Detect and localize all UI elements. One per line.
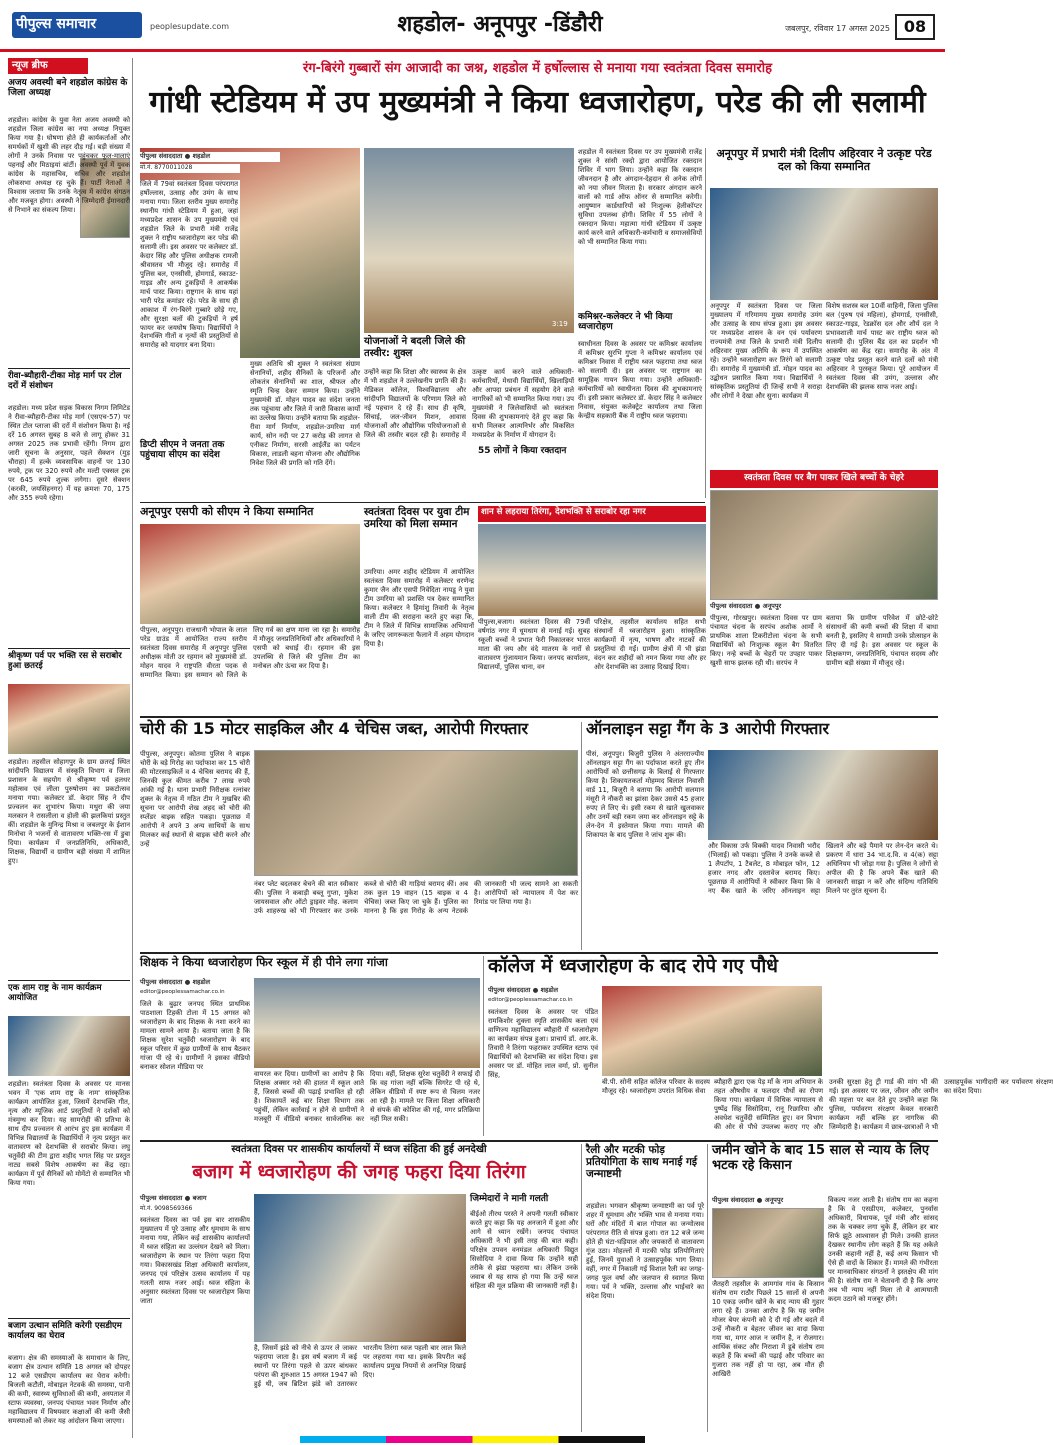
umaria-body: उमरिया। अमर शहीद स्टेडियम में आयोजित स्वतंत्रता दिवस समारोह में कलेक्टर धरणेन्द्र कुमार जैन और एसपी निवेदिता नायडू ने युवा टीम उमरिया को प्रशस्ति पत्र देकर सम्मानित किया। कलेक्टर ने हिमांशु तिवारी के नेतृत्व वाली टीम की सराहना करते हुए कहा कि, टीम ने जिले में विभिन्न सामाजिक अभियानों के जरिए जागरूकता फैलाने में अहम योगदान दिया है। [364, 568, 474, 648]
lead-phone: मो.नं. 8770011028 [140, 164, 240, 173]
lead-col3-body: उन्होंने कहा कि शिक्षा और स्वास्थ्य के क्षेत्र में भी शहडोल ने उल्लेखनीय प्रगति की है। मेडिकल कॉलेज, विश्वविद्यालय और सांदीपनि विद्यालयों के परिणाम जिले को नई पहचान दे रहे हैं। साथ ही कृषि, सिंचाई, जल-जीवन मिशन, आवास योजनाओं और औद्योगिक परियोजनाओं से जिले की तस्वीर बदल रही है। समारोह में उत्कृष्ट कार्य करने वाले अधिकारी-कर्मचारियों, मेधावी विद्यार्थियों, खिलाड़ियों और आपदा प्रबंधन में सहयोग देने वाले नागरिकों को भी सम्मानित किया गया। उप मुख्यमंत्री ने जिलेवासियों को स्वतंत्रता दिवस की शुभकामनाएं देते हुए कहा कि सभी मिलकर आत्मनिर्भर और विकसित मध्यप्रदेश के निर्माण में योगदान दें। [364, 368, 574, 439]
brief-item1-title: अजय अवस्थी बने शहडोल कांग्रेस के जिला अध्यक्ष [8, 78, 128, 99]
divider [140, 1140, 938, 1142]
brief-item1-body: शहडोल। कांग्रेस के युवा नेता अजय अवस्थी को शहडोल जिला कांग्रेस का नया अध्यक्ष नियुक्त किया गया है। घोषणा होते ही कार्यकर्ताओं और समर्थकों में खुशी की लहर दौड़ गई। बड़ी संख्या में लोगों ने उनके निवास पर पहुंचकर फूल-मालाएं पहनाईं और मिठाइयां बांटीं। अवस्थी पूर्व में युवक कांग्रेस के महासचिव, सचिव और शहडोल लोकसभा अध्यक्ष रह चुके हैं। पार्टी नेताओं ने विश्वास जताया कि उनके नेतृत्व में कांग्रेस संगठन और मजबूत होगा। अवस्थी ने जिम्मेदारी ईमानदारी से निभाने का संकल्प लिया। [8, 116, 130, 214]
page-number: 08 [895, 14, 935, 40]
satta-body2: और विकास उर्फ विक्की यादव निवासी भरौद (भिलाई) को पकड़ा। पुलिस ने उनके कब्जे से 1 लैपटॉप, 1 टैबलेट, 8 मोबाइल फोन, 12 हजार नगद और दस्तावेज बरामद किए। पूछताछ में आरोपियों ने स्वीकार किया कि वे नए बैंक खाते के जरिए ऑनलाइन सट्टा खिलाने और बड़े पैमाने पर लेन-देन करते थे। प्रकरण में धारा 34 भा.द.वि. व 4(क) सट्टा अधिनियम भी जोड़ा गया है। पुलिस ने लोगों से अपील की है कि अपने बैंक खाते की जानकारी साझा न करें और संदिग्ध गतिविधि मिलने पर तुरंत सूचना दें। [708, 842, 938, 895]
lead-sub2: 55 लोगों ने किया रक्तदान [478, 446, 567, 456]
sp-headline: अनूपपुर एसपी को सीएम ने किया सम्मानित [140, 505, 314, 518]
brief-item3-title: श्रीकृष्ण पर्व पर भक्ति रस से सराबोर हुआ छतरई [8, 651, 122, 671]
divider [483, 956, 484, 1136]
bajag-phone: मो.नं. 9098569366 [140, 1205, 193, 1212]
nagar-body2: परिक्षेत्र, तहसील कार्यालय सहित सभी संस्थानों में ध्वजारोहण हुआ। सांस्कृतिक कार्यक्रमों में नृत्य, भाषण और नाटकों की प्रस्तुतियां दी गईं। ग्रामीण क्षेत्रों में भी झंडा वंदन कर शहीदों को नमन किया गया और हर ओर देशभक्ति का उत्साह दिखाई दिया। [594, 618, 706, 671]
divider [707, 1144, 708, 1432]
brief-item3-body: शहडोल। तहसील सोहागपुर के ग्राम छतरई स्थित सांदीपनि विद्यालय में संस्कृति विभाग व जिला प्रशासन के सहयोग से श्रीकृष्ण पर्व हलधर महोत्सव एवं लीला पुरुषोत्तम का प्रकटोत्सव मनाया गया। कलेक्टर डॉ. केदार सिंह ने दीप प्रज्वलन कर शुभारंभ किया। मथुरा की जया मलकान ने रासलीला व होली की झलकियां प्रस्तुत कीं। शहडोल के मुनिन्द्र मिश्रा व जबलपुर के ईशान मिनोचा ने भजनों से वातावरण भक्ति-रस में डुबा दिया। कार्यक्रम में जनप्रतिनिधि, अधिकारी, शिक्षक, विद्यार्थी व ग्रामीण बड़ी संख्या में शामिल हुए। [8, 758, 130, 865]
page-date: जबलपुर, रविवार 17 अगस्त 2025 [785, 24, 890, 33]
divider [140, 502, 705, 503]
divider [581, 722, 582, 950]
brief-item5-body: बजाग। क्षेत्र की समस्याओं के समाधान के लिए, बजाग क्षेत्र उत्थान समिति 18 अगस्त को दोपहर 12 बजे एसडीएम कार्यालय का घेराव करेगी। बिजली कटौती, मोबाइल नेटवर्क की समस्या, पानी की कमी, स्वास्थ्य सुविधाओं की कमी, अस्पताल में स्टाफ व्यवस्था, जनपद पंचायत भवन निर्माण और महाविद्यालय में विषयवार कक्षाओं की कमी जैसी समस्याओं को लेकर यह आंदोलन किया जाएगा। [8, 1354, 130, 1425]
umaria-headline: स्वतंत्रता दिवस पर युवा टीम उमरिया को मिला सम्मान [364, 506, 470, 531]
divider [581, 1144, 582, 1432]
divider [8, 648, 130, 649]
lead-body: जिले में 79वां स्वतंत्रता दिवस परंपरागत हर्षोल्लास, उत्साह और उमंग के साथ मनाया गया। जिला स्तरीय मुख्य समारोह स्थानीय गांधी स्टेडियम में हुआ, जहां मध्यप्रदेश शासन के उप मुख्यमंत्री एवं शहडोल जिले के प्रभारी मंत्री राजेंद्र शुक्ल ने राष्ट्रीय ध्वजारोहण कर परेड की सलामी ली। इस अवसर पर कलेक्टर डॉ. केदार सिंह और पुलिस अधीक्षक रामजी श्रीवास्तव भी मौजूद रहे। समारोह में पुलिस बल, एनसीसी, होमगार्ड, स्काउट-गाइड और अन्य टुकड़ियों ने आकर्षक मार्च पास्ट किया। राष्ट्रगान के साथ यहां भारी परेड कमांडर रहे। परेड के साथ ही आकाश में रंग-बिरंगे गुब्बारे छोड़े गए, और सुरक्षा बलों की टुकड़ियों ने हर्ष फायर कर जयघोष किया। विद्यार्थियों ने देशभक्ति गीतों व नृत्यों की प्रस्तुतियों से समारोह को यादगार बना दिया। [140, 180, 240, 438]
lead-kicker: रंग-बिरंगे गुब्बारों संग आजादी का जश्न, शहडोल में हर्षोल्लास से मनाया गया स्वतंत्रता दिवस समारोह [303, 61, 772, 76]
teacher-body2: वायरल कर दिया। ग्रामीणों का आरोप है कि शिक्षक अक्सर नशे की हालत में स्कूल आते हैं, जिससे बच्चों की पढ़ाई प्रभावित हो रही है। शिकायतें कई बार शिक्षा विभाग तक पहुंचीं, लेकिन कार्रवाई न होने से ग्रामीणों ने मजबूरी में वीडियो बनाकर सार्वजनिक कर दिया। वहीं, शिक्षक सुरेश चतुर्वेदी ने सफाई दी कि वह गांजा नहीं बल्कि सिगरेट पी रहे थे, लेकिन वीडियो में स्पष्ट रूप से चिलम नजर आ रही है। मामले पर जिला शिक्षा अधिकारी से संपर्क की कोशिश की गई, मगर प्रतिक्रिया नहीं मिल सकी। [254, 1070, 480, 1123]
nagar-headline: शान से लहराया तिरंगा, देशभक्ति से सराबोर रहा नगर [478, 506, 706, 522]
college-caption: बी.पी. सोनी सहित कॉलेज परिवार के सदस्य मौजूद रहे। ध्वजारोहण उपरांत विधिक सेवा [602, 1078, 710, 1095]
bajag-kicker: स्वतंत्रता दिवस पर शासकीय कार्यालयों में ध्वज संहिता की हुई अनदेखी [231, 1144, 487, 1155]
bag-byline: पीपुल्स संवाददाता ● अनूपपुर [710, 602, 782, 610]
rally-body: शहडोल। भगवान श्रीकृष्ण जन्माष्टमी का पर्व पूरे शहर में धूमधाम और भक्ति भाव से मनाया गया। घरों और मंदिरों में बाल गोपाल का जन्मोत्सव परंपरागत रीति से संपन्न हुआ। रात 12 बजे जन्म होते ही घंटा-घड़ियाल और जयकारों से वातावरण गूंज उठा। मोहल्लों में मटकी फोड़ प्रतियोगिताएं हुईं, जिनमें युवाओं ने उत्साहपूर्वक भाग लिया। वहीं, नगर में निकाली गई विशाल रैली का जगह-जगह फूल वर्षा और जलपान से स्वागत किया गया। पर्व ने भक्ति, उल्लास और भाईचारे का संदेश दिया। [586, 1202, 704, 1300]
brief-item3-photo [8, 684, 130, 754]
land-body2: विकल्प नजर आती है। संतोष राम का कहना है कि वे एसडीएम, कलेक्टर, पुनर्वास अधिकारी, विधायक, पूर्व मंत्री और सांसद तक के चक्कर लगा चुके हैं, लेकिन हर बार सिर्फ झूठे आश्वासन ही मिले। उनकी हालत देखकर स्थानीय लोग कहते हैं कि यह अकेले उनकी कहानी नहीं है, कई अन्य किसान भी ऐसे ही वादों के शिकार हैं। मामले की गंभीरता पर मानवाधिकार संगठनों ने इस्तक्षेप की मांग की है। संतोष राम ने चेतावनी दी है कि अगर अब भी न्याय नहीं मिला तो वे आत्मघाती कदम उठाने को मजबूर होंगे। [828, 1196, 938, 1303]
color-registration-bar [300, 1436, 645, 1443]
lead-sub3-body: स्वाधीनता दिवस के अवसर पर कमिश्नर कार्यालय में कमिश्नर सुरभि गुप्ता ने कमिश्नर कार्यालय एवं कमिश्नर निवास में राष्ट्रीय ध्वज फहराया तथा ध्वज को सलामी दी। इस अवसर पर राष्ट्रगान का सामूहिक गायन किया गया। उन्होंने अधिकारी-कर्मचारियों को स्वाधीनता दिवस की शुभकामनाएं दीं। इसी प्रकार कलेक्टर डॉ. केदार सिंह ने कलेक्टर निवास, संयुक्त कलेक्ट्रेट कार्यालय तथा जिला केन्द्रीय सहकारी बैंक में राष्ट्रीय ध्वज फहराया। [578, 340, 702, 420]
lead-photo-parade [364, 148, 574, 333]
nagar-body1: पीपुल्स,बजाग। स्वतंत्रता दिवस की 79वीं वर्षगांठ नगर में धूमधाम से मनाई गई। सुबह स्कूली बच्चों ने प्रभात फेरी निकालकर भारत माता की जय और वंदे मातरम के नारों से वातावरण गुंजायमान किया। जनपद कार्यालय, विद्यालयों, पुलिस थाना, वन [478, 618, 590, 671]
teacher-byline: पीपुल्स संवाददाता ● शहडोल [140, 978, 211, 986]
news-brief-label: न्यूज ब्रीफ [8, 58, 88, 74]
bajag-sub-body: बीईओ तीरथ परस्ते ने अपनी गलती स्वीकार करते हुए कहा कि यह अनजाने में हुआ और आगे से ध्यान रखेंगे। जनपद पंचायत अधिकारी ने भी इसी तरह की बात कही। परिक्षेत्र उपवन वनमंडल अधिकारी विद्युत सिसोदिया ने दावा किया कि उन्होंने सही तरीके से झंडा फहराया था। लेकिन उनके जवाब से यह साफ हो गया कि उन्हें ध्वज संहिता की मूल प्रक्रिया की जानकारी नहीं है। [470, 1210, 578, 1290]
brief-item4-body: शहडोल। स्वतंत्रता दिवस के अवसर पर मानस भवन में 'एक शाम राष्ट्र के नाम' सांस्कृतिक कार्यक्रम आयोजित हुआ, जिसमें देशभक्ति गीत, नृत्य और म्यूजिक आर्ट प्रस्तुतियों ने दर्शकों को मंत्रमुग्ध कर दिया। यह सामरोही की प्रतिभा के साथ दीप प्रज्वलन से आरंभ हुए इस कार्यक्रम में विभिन्न विद्यालयों के विद्यार्थियों ने नृत्य प्रस्तुत कर वातावरण को देशभक्ति से सराबोर किया। लघु चतुर्वेदी की टीम द्वारा शहीद भगत सिंह पर प्रस्तुत नाट्य सबसे विशेष आकर्षण का केंद्र रहा। कार्यक्रम में पूर्व सैनिकों को मोमेंटो से सम्मानित भी किया गया। [8, 1080, 130, 1187]
bajag-headline: बजाग में ध्वजारोहण की जगह फहरा दिया तिरंगा [192, 1161, 526, 1183]
divider [8, 1318, 130, 1319]
lead-photo-caption: योजनाओं ने बदली जिले की तस्वीर: शुक्ल [364, 336, 466, 359]
anuppur-headline: अनूपपुर में प्रभारी मंत्री दिलीप अहिरवार ने उत्कृष्ट परेड दल को किया सम्मानित [716, 147, 932, 173]
brief-item4-photo [8, 1016, 130, 1076]
brief-item2-body: शहडोल। मध्य प्रदेश सड़क विकास निगम लिमिटेड ने रीवा-ब्यौहारी-टीका मोड़ मार्ग (एसएच-57) पर स्थित टोल प्लाजा की दरों में संशोधन किया है। नई दरें 16 अगस्त सुबह 8 बजे से लागू होकर 31 अगस्त 2025 तक प्रभावी रहेंगी। निगम द्वारा जारी सूचना के अनुसार, पहले सेक्शन (मुड़ चौराहा) में हल्के व्यवसायिक वाहनों पर 130 रुपये, ट्रक पर 320 रुपये और मल्टी एक्सल ट्रक पर 645 रुपये शुल्क लगेगा। दूसरे सेक्शन (करकी, जयसिंहनगर) में यह क्रमशः 70, 175 और 355 रुपये रहेगा। [8, 404, 130, 502]
site-url: peoplesupdate.com [150, 22, 230, 31]
lead-sub1-body: मुख्य अतिथि श्री शुक्ल ने स्वतंत्रता संग्राम सेनानियों, शहीद सैनिकों के परिजनों और लोकतंत्र सेनानियों का शाल, श्रीफल और स्मृति चिन्ह देकर सम्मान किया। उन्होंने मुख्यमंत्री डॉ. मोहन यादव का संदेश जनता तक पहुंचाया और जिले में जारी विकास कार्यों का उल्लेख किया। उन्होंने बताया कि शहडोल-रीवा मार्ग निर्माण, शहडोल-उमरिया मार्ग कार्य, सोन नदी पर 27 करोड़ की लागत से एनीकट निर्माण, सरसी आईलैंड का पर्यटन विकास, लाडली बहना योजना और औद्योगिक निवेश जिले की प्रगति को गति देंगे। [250, 360, 360, 467]
news-brief-column [8, 58, 133, 1438]
rally-headline: रैली और मटकी फोड़ प्रतियोगिता के साथ मनाई गई जन्माष्टमी [586, 1144, 698, 1181]
theft-body1: पीपुल्स, अनूपपुर। कोतमा पुलिस ने बाइक चोरी के बड़े गिरोह का पर्दाफाश कर 15 चोरी की मोटरसाइकिलें व 4 चेचिस बरामद की हैं, जिनकी कुल कीमत करीब 7 लाख रुपये आंकी गई है। थाना प्रभारी निरीक्षक रत्नांबर शुक्ल के नेतृत्व में गठित टीम ने मुखबिर की सूचना पर आरोपी शेख अहद को चोरी की स्प्लेंडर बाइक सहित पकड़ा। पूछताछ में आरोपी ने अपने 3 अन्य साथियों के साथ मिलकर कई स्थानों से बाइक चोरी करने और उन्हें [140, 750, 250, 848]
satta-body1: पीसं, अनूपपुर। बिजुरी पुलिस ने अंतरराज्यीय ऑनलाइन सट्टा गैंग का पर्दाफाश करते हुए तीन आरोपियों को छत्तीसगढ़ के बिलाई से गिरफ्तार किया है। शिकायतकर्ता मोहम्मद बिलाल निवासी वार्ड 11, बिजुरी ने बताया कि आरोपी सलमान मंसूरी ने नौकरी का झांसा देकर उससे 45 हजार रुपए ले लिए थे। इसी रकम से खाते खुलवाकर और उनमें बड़ी रकम जमा कर ऑनलाइन सट्टे के लेन-देन में इस्तेमाल किया गया। मामले की शिकायत के बाद पुलिस ने जांच शुरू की। [586, 750, 704, 839]
divider [8, 980, 130, 981]
theft-body2: नंबर प्लेट बदलकर बेचने की बात स्वीकार की। पुलिस ने कबाड़ी बब्लू गुप्ता, मुकेश जायसवाल और ऑटो ड्राइवर मोह. कलाम उर्फ शाहरुख को भी गिरफ्तार कर उनके कब्जे से चोरी की गाड़ियां बरामद कीं। अब तक कुल 19 वाहन (15 बाइक व 4 चेचिस) जब्त किए जा चुके हैं। पुलिस का मानना है कि इस गिरोह के अन्य नेटवर्क की जानकारी भी जल्द सामने आ सकती है। आरोपियों को न्यायालय में पेश कर रिमांड पर लिया गया है। [254, 880, 578, 915]
anuppur-body1: अनूपपुर में स्वतंत्रता दिवस पर जिला मुख्यालय में गरिमामय मुख्य समारोह उमंग और उत्साह के साथ संपन्न हुआ। इस अवसर पर मध्यप्रदेश शासन के वन एवं पर्यावरण राज्यमंत्री तथा जिले के प्रभारी मंत्री दिलीप अहिरवार मुख्य अतिथि के रूप में उपस्थित रहे। उन्होंने ध्वजारोहण कर तिरंगे को सलामी दी। समारोह में मुख्यमंत्री डॉ. मोहन यादव का उद्बोधन प्रसारित किया गया। विद्यार्थियों ने सांस्कृतिक प्रस्तुतियां दीं जिन्हें सभी ने सराहा और लोगों ने देखा और सुना। कार्यक्रम में [710, 302, 822, 400]
brief-item5-title: बजाग उत्थान समिति करेगी एसडीएम कार्यालय का घेराव [8, 1321, 122, 1341]
lead-byline: पीपुल्स संवाददाता ● शहडोल [140, 152, 280, 162]
photo-timestamp: 3:19 [552, 320, 568, 328]
theft-photo [254, 750, 578, 876]
divider [140, 716, 938, 718]
sp-photo [140, 524, 360, 624]
college-byline: पीपुल्स संवाददाता ● शहडोल [488, 986, 559, 994]
masthead [0, 0, 945, 52]
college-headline: कॉलेज में ध्वजारोहण के बाद रोपे गए पौधे [488, 955, 778, 977]
theft-headline: चोरी की 15 मोटर साइकिल और 4 चेचिस जब्त, आरोपी गिरफ्तार [140, 719, 529, 738]
brief-item2-title: रीवा-ब्यौहारी-टीका मोड़ मार्ग पर टोल दरों में संशोधन [8, 371, 122, 391]
bag-photo [710, 490, 938, 600]
bajag-photo [254, 1194, 466, 1342]
lead-sub3: कमिश्नर-कलेक्टर ने भी किया ध्वजारोहण [578, 312, 673, 333]
anuppur-body2: विशेष सशस्त्र बल 10वीं वाहिनी, जिला पुलिस बल (पुरुष एवं महिला), होमगार्ड, एनसीसी, स्काउट-गाइड, रेडक्रॉस दल और शौर्य दल ने प्रभावशाली मार्च पास्ट कर राष्ट्रीय ध्वज को सलामी दी। पुलिस बैंड दल का प्रदर्शन भी आकर्षण का केंद्र रहा। समारोह के अंत में उत्कृष्ट परेड प्रस्तुत करने वाले दलों को मंत्री अहिरवार ने पुरस्कृत किया। पूरे आयोजन में स्वतंत्रता दिवस की उमंग, उल्लास और देशभक्ति की झलक साफ नजर आई। [826, 302, 938, 391]
bag-body1: पीपुल्स, गोरखपुर। स्वतंत्रता दिवस पर ग्राम पंचायत चंदना के सरपंच अशोक आर्मो ने प्राथमिक शाला टिकरीटोला चंदना के सभी विद्यार्थियों को निःशुल्क स्कूल बैग वितरित किए। नन्हे बच्चों के चेहरों पर उपहार पाकर खुशी साफ झलक रही थी। सरपंच ने [710, 614, 822, 667]
land-byline: पीपुल्स संवाददाता ● अनूपपुर [712, 1196, 784, 1204]
satta-headline: ऑनलाइन सट्टा गैंग के 3 आरोपी गिरफ्तार [586, 719, 830, 738]
land-body1: जैतहरी तहसील के आमगांव गांव के किसान संतोष राम राठौर पिछले 15 सालों से अपनी 10 एकड़ जमीन खोने के बाद न्याय की गुहार लगा रहे हैं। उनका आरोप है कि यह जमीन मोजर बेयर कंपनी को दे दी गई और बदले में उन्हें नौकरी व बेहतर जीवन का वादा किया गया था, मगर आज न जमीन है, न रोजगार। आर्थिक संकट और निराशा में डूबे संतोष राम कहते हैं कि बच्चों की पढ़ाई और परिवार का गुजारा तक नहीं हो पा रहा, अब मौत ही आखिरी [712, 1280, 824, 1378]
divider [705, 148, 706, 498]
teacher-photo [254, 978, 480, 1068]
college-email: editor@peoplessamachar.co.in [488, 997, 573, 1003]
teacher-body1: जिले के बुढ़ार जनपद स्थित प्राथमिक पाठशाला टिहकी टोला में 15 अगस्त को ध्वजारोहण के बाद शिक्षक के नशा करने का मामला सामने आया है। बताया जाता है कि शिक्षक सुरेश चतुर्वेदी ध्वजारोहण के बाद स्कूल परिसर में कुछ ग्रामीणों के साथ बैठकर गांजा पी रहे थे। ग्रामीणों ने इसका वीडियो बनाकर सोशल मीडिया पर [140, 1000, 250, 1071]
nagar-photo [478, 524, 706, 616]
section-title: शहडोल- अनूपपुर -डिंडौरी [397, 12, 603, 37]
bag-body2: बताया कि ग्रामीण परिवेश में छोटे-छोटे संसाधनों की कमी बच्चों की शिक्षा में बाधा बनती है, इसलिए ये सामग्री उनके प्रोत्साहन के लिए दी गई है। इस अवसर पर स्कूल के शिक्षकगण, जनप्रतिनिधि, पंचायत सदस्य और ग्रामीण बड़ी संख्या में मौजूद रहे। [826, 614, 938, 667]
bag-headline: स्वतंत्रता दिवस पर बैग पाकर खिले बच्चों के चेहरे [710, 470, 938, 488]
anuppur-photo [710, 188, 938, 300]
college-photo [602, 986, 822, 1076]
teacher-email: editor@peoplessamachar.co.in [140, 989, 225, 995]
bajag-body1: स्वतंत्रता दिवस का पर्व इस बार शासकीय मुख्यालय में पूरे उत्साह और धूमधाम के साथ मनाया गया, लेकिन कई शासकीय कार्यालयों में ध्वज संहिता का उल्लंघन देखने को मिला। ध्वजारोहण के स्थान पर तिरंगा फहरा दिया गया। विकासखंड शिक्षा अधिकारी कार्यालय, जनपद एवं परिक्षेत्र उत्सव कार्यालय में यह गलती साफ नजर आई। ध्वज संहिता के अनुसार स्वतंत्रता दिवस पर ध्वजारोहण किया जाता [140, 1216, 250, 1305]
brand-name: पीपुल्स समाचार [16, 16, 97, 32]
college-body2: ब्यौहारी द्वारा एक पेड़ माँ के नाम अभियान के तहत औषधीय व फलदार पौधों का रोपण किया गया। कार्यक्रम में विधिक न्यायालय से पुष्पेंद्र सिंह सिसोदिया, रानू रिछारिया और अवधेश चतुर्वेदी सम्मिलित हुए। वन विभाग की ओर से पौधे उपलब्ध कराए गए और उनकी सुरक्षा हेतु ट्री गार्ड की मांग भी की गई। इस अवसर पर जल, जीवन और जमीन की महत्ता पर बल देते हुए उन्होंने कहा कि पुलिस, पर्यावरण संरक्षण केवल सरकारी कार्यक्रम नहीं बल्कि हर नागरिक की जिम्मेदारी है। कार्यक्रम में छात्र-छात्राओं ने भी उत्साहपूर्वक भागीदारी कर पर्यावरण संरक्षण का संदेश दिया। [714, 1078, 1053, 1131]
sp-body: पीपुल्स, अनूपपुर। राजधानी भोपाल के लाल परेड ग्राउंड में आयोजित राज्य स्तरीय स्वतंत्रता दिवस समारोह में अनूपपुर पुलिस अधीक्षक मोती उर रहमान को मुख्यमंत्री डॉ. मोहन यादव ने राष्ट्रपति वीरता पदक से सम्मानित किया। इस सम्मान को जिले के लिए गर्व का क्षण माना जा रहा है। समारोह में मौजूद जनप्रतिनिधियों और अधिकारियों ने एसपी को बधाई दी। रहमान की इस उपलब्धि से जिले की पुलिस टीम का मनोबल और ऊंचा कर दिया है। [140, 626, 360, 679]
lead-headline: गांधी स्टेडियम में उप मुख्यमंत्री ने किया ध्वजारोहण, परेड की ली सलामी [149, 85, 926, 120]
divider [8, 368, 130, 369]
college-body1: स्वतंत्रता दिवस के अवसर पर पंडित रामकिशोर शुक्ला स्मृति शासकीय कला एवं वाणिज्य महाविद्यालय ब्यौहारी में ध्वजारोहण का कार्यक्रम संपन्न हुआ। प्राचार्य डॉ. आर.के. तिवारी ने तिरंगा फहराकर उपस्थित स्टाफ एवं विद्यार्थियों को देशभक्ति का संदेश दिया। इस अवसर पर डॉ. मोहित लाल वर्मा, प्रो. सुनील सिंह, [488, 1008, 598, 1079]
divider [140, 952, 938, 954]
bajag-byline: पीपुल्स संवाददाता ● बजाग [140, 1194, 207, 1202]
lead-sub1: डिप्टी सीएम ने जनता तक पहुंचाया सीएम का संदेश [140, 440, 225, 461]
teacher-headline: शिक्षक ने किया ध्वजारोहण फिर स्कूल में ही पीने लगा गांजा [140, 955, 388, 969]
lead-sub2-body: शहडोल में स्वतंत्रता दिवस पर उप मुख्यमंत्री राजेंद्र शुक्ल ने सांसी रक्दो द्वारा आयोजित रक्तदान शिविर में भाग लिया। उन्होंने कहा कि रक्तदान जीवनदान है और अंगदान-देहदान से अनेक लोगों को नया जीवन मिलता है। सरकार अंगदान करने वालों को गार्ड ऑफ ऑनर से सम्मानित करेगी। आयुष्मान कार्डधारियों को निःशुल्क हेलीकॉप्टर सुविधा उपलब्ध होगी। शिविर में 55 लोगों ने रक्तदान किया। महात्मा गांधी स्टेडियम में उत्कृष्ट कार्य करने वाले अधिकारी-कर्मचारी व समाजसेवियों को भी सम्मानित किया गया। [578, 148, 702, 246]
bajag-body2: है, जिसमें झंडे को नीचे से ऊपर ले जाकर फहराया जाता है। इस वर्ष बजाग में कई स्थानों पर तिरंगा पहले से ऊपर बांधकर परंपरा की शुरुआत 15 अगस्त 1947 को हुई थी, जब ब्रिटिश झंडे को उतारकर भारतीय तिरंगा ध्वज पहली बार लाल किले पर लहराया गया था। इसके विपरीत कई कार्यालय प्रमुख नियमों से अनभिज्ञ दिखाई दिए। [254, 1344, 466, 1388]
brief-item4-title: एक शाम राष्ट्र के नाम कार्यक्रम आयोजित [8, 983, 102, 1003]
bajag-sub: जिम्मेदारों ने मानी गलती [470, 1194, 549, 1204]
land-photo [712, 1208, 824, 1278]
satta-photo [708, 750, 938, 840]
land-headline: जमीन खोने के बाद 15 साल से न्याय के लिए भटक रहे किसान [712, 1143, 930, 1173]
